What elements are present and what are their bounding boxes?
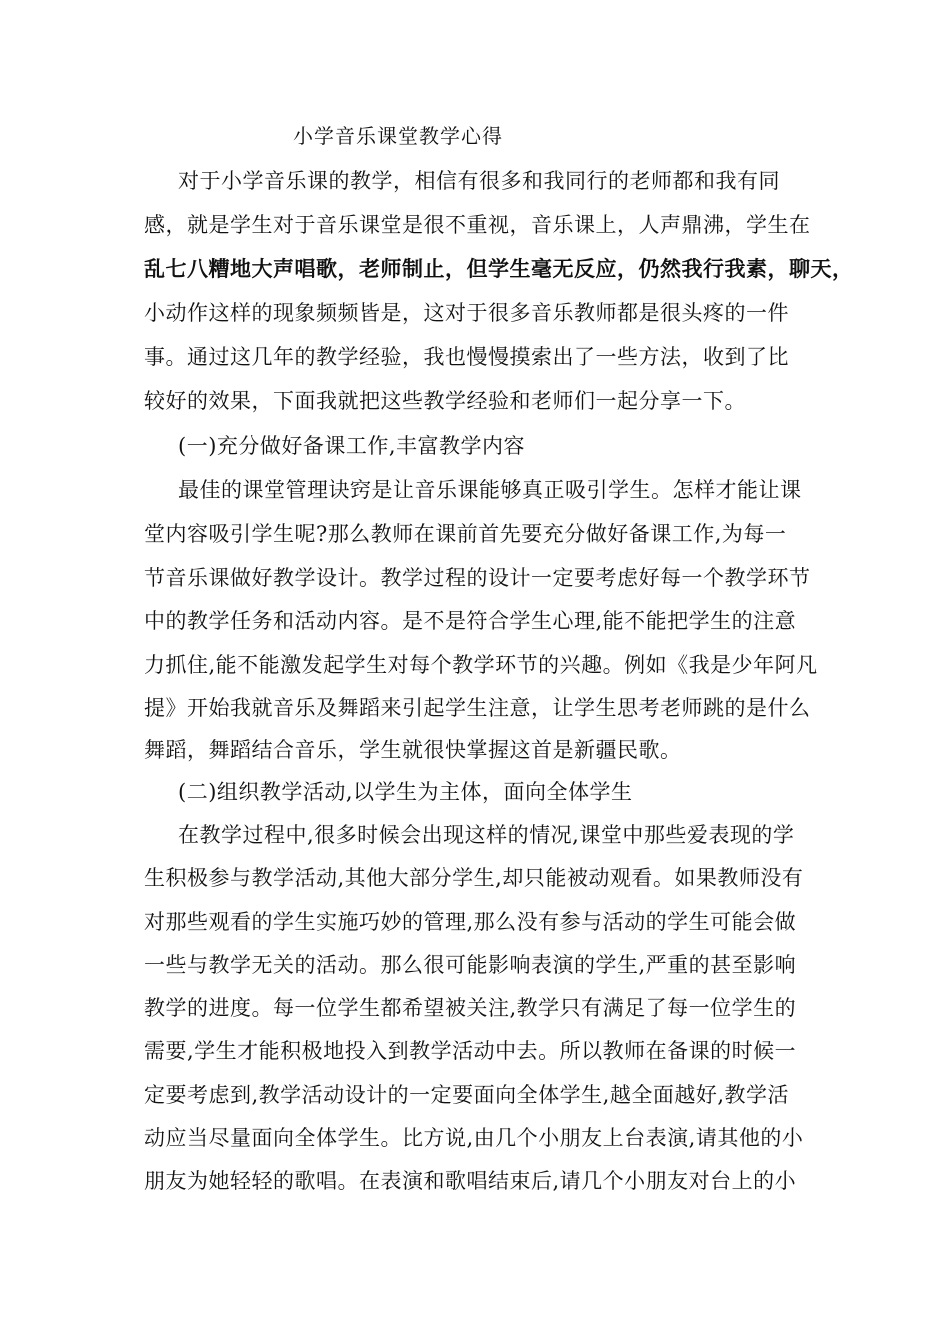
text-line: 需要,学生才能积极地投入到教学活动中去。所以教师在备课的时候一 — [144, 1039, 797, 1063]
text-line: 较好的效果，下面我就把这些教学经验和老师们一起分享一下。 — [144, 389, 746, 413]
text-line: 生积极参与教学活动,其他大部分学生,却只能被动观看。如果教师没有 — [144, 866, 804, 890]
text-line: 力抓住,能不能激发起学生对每个教学环节的兴趣。例如《我是少年阿凡 — [144, 653, 818, 677]
text-line: 事。通过这几年的教学经验，我也慢慢摸索出了一些方法，收到了比 — [144, 345, 789, 369]
text-line: 中的教学任务和活动内容。是不是符合学生心理,能不能把学生的注意 — [144, 609, 797, 633]
text-line: 朋友为她轻轻的歌唱。在表演和歌唱结束后,请几个小朋友对台上的小 — [144, 1169, 797, 1193]
document-title: 小学音乐课堂教学心得 — [293, 124, 503, 148]
text-line: 节音乐课做好教学设计。教学过程的设计一定要考虑好每一个教学环节 — [144, 566, 811, 590]
text-line: 在教学过程中,很多时候会出现这样的情况,课堂中那些爱表现的学 — [178, 823, 795, 847]
text-line: 对那些观看的学生实施巧妙的管理,那么没有参与活动的学生可能会做 — [144, 910, 797, 934]
text-line: 小动作这样的现象频频皆是，这对于很多音乐教师都是很头疼的一件 — [144, 301, 789, 325]
text-line: 舞蹈，舞蹈结合音乐，学生就很快掌握这首是新疆民歌。 — [144, 738, 682, 762]
text-line: 教学的进度。每一位学生都希望被关注,教学只有满足了每一位学生的 — [144, 996, 797, 1020]
text-line: 一些与教学无关的活动。那么很可能影响表演的学生,严重的甚至影响 — [144, 953, 797, 977]
text-line: 感，就是学生对于音乐课堂是很不重视，音乐课上，人声鼎沸，学生在 — [144, 213, 811, 237]
text-line: 提》开始我就音乐及舞蹈来引起学生注意，让学生思考老师跳的是什么 — [144, 696, 811, 720]
section-heading: (一)充分做好备课工作,丰富教学内容 — [178, 434, 526, 458]
text-line: 最佳的课堂管理诀窍是让音乐课能够真正吸引学生。怎样才能让课 — [178, 478, 802, 502]
section-heading: (二)组织教学活动,以学生为主体，面向全体学生 — [178, 780, 633, 804]
text-line: 乱七八糟地大声唱歌，老师制止，但学生毫无反应，仍然我行我素，聊天， — [144, 256, 854, 281]
text-line: 定要考虑到,教学活动设计的一定要面向全体学生,越全面越好,教学活 — [144, 1083, 790, 1107]
text-line: 堂内容吸引学生呢?那么教师在课前首先要充分做好备课工作,为每一 — [144, 522, 787, 546]
text-line: 动应当尽量面向全体学生。比方说,由几个小朋友上台表演,请其他的小 — [144, 1126, 804, 1150]
text-line: 对于小学音乐课的教学，相信有很多和我同行的老师都和我有同 — [178, 169, 780, 193]
